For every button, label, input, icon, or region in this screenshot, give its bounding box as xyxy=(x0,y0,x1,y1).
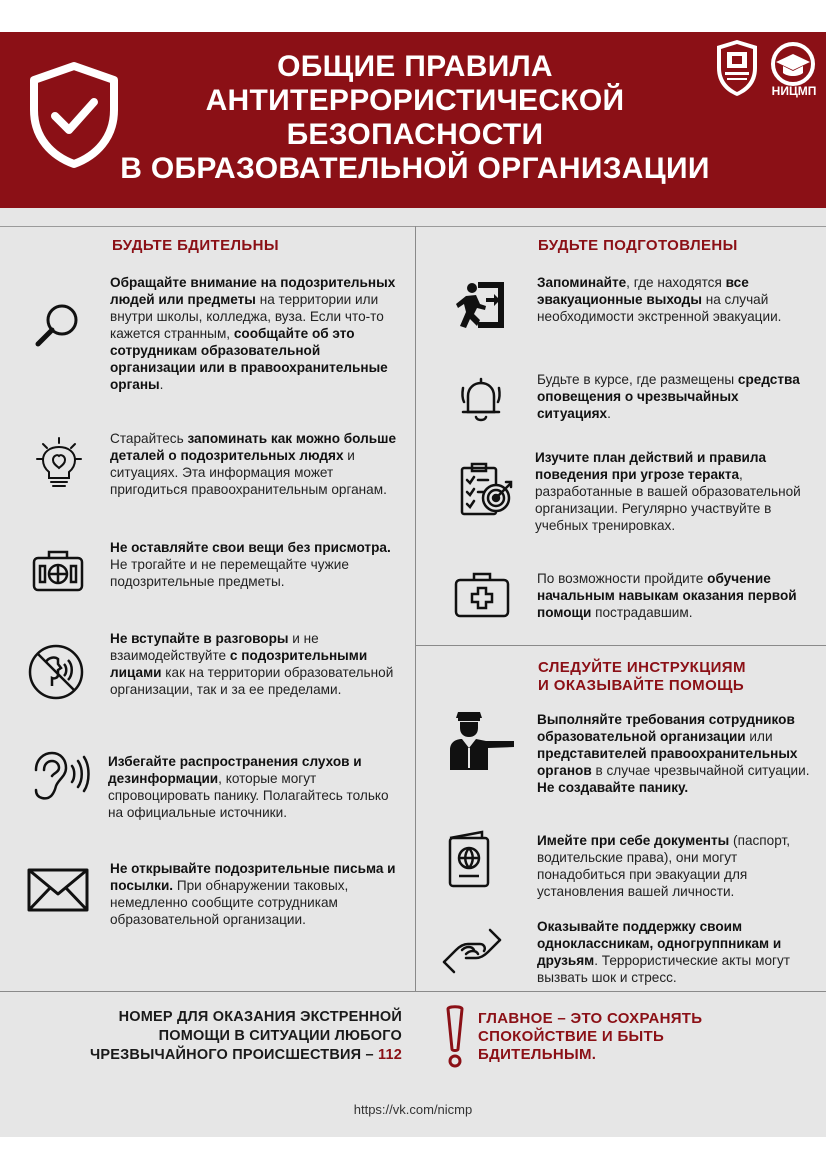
list-item xyxy=(537,371,813,422)
plain-text: . xyxy=(607,406,611,421)
emphasis-text: с подозрительными лицами xyxy=(110,648,368,680)
title-line-4: В ОБРАЗОВАТЕЛЬНОЙ ОРГАНИЗАЦИИ xyxy=(120,152,710,185)
plain-text: на случай необходимости экстренной эвакуации. xyxy=(537,292,782,324)
item-text xyxy=(537,275,781,324)
item-text xyxy=(537,833,790,899)
emblem-logo-icon xyxy=(714,38,760,98)
bell-icon xyxy=(458,374,504,424)
handshake-icon xyxy=(440,926,504,976)
exclamation-icon xyxy=(444,1005,466,1069)
emphasis-text: Не вступайте в разговоры xyxy=(110,631,289,646)
poster xyxy=(0,32,826,1137)
plain-text: , где находятся xyxy=(626,275,726,290)
title-line-2: АНТИТЕРРОРИСТИЧЕСКОЙ xyxy=(205,84,625,117)
ear-icon xyxy=(28,750,92,804)
emphasis-text: все эвакуационные выходы xyxy=(537,275,749,307)
item-text xyxy=(108,754,389,820)
main-message: ГЛАВНОЕ – ЭТО СОХРАНЯТЬ СПОКОЙСТВИЕ И БЫТЬ БДИТЕЛЬНЫМ. xyxy=(478,1010,703,1063)
list-item xyxy=(535,449,815,534)
emphasis-text: Изучите план действий и правила поведения при угрозе теракта xyxy=(535,450,767,482)
emphasis-text: сообщайте об это сотрудникам образовательной организации или в правоохранительные органы xyxy=(110,326,388,392)
item-text xyxy=(110,631,393,697)
item-text xyxy=(537,571,797,620)
plain-text: . xyxy=(159,377,164,392)
plain-text: Старайтесь xyxy=(110,431,188,446)
emphasis-text: средства оповещения о чрезвычайных ситуациях xyxy=(537,372,800,421)
list-item xyxy=(537,274,813,325)
emphasis-text: Выполняйте требования сотрудников образовательной организации xyxy=(537,712,795,744)
passport-icon xyxy=(444,830,494,888)
emergency-text: НОМЕР ДЛЯ ОКАЗАНИЯ ЭКСТРЕННОЙ ПОМОЩИ В СИТУАЦИИ ЛЮБОГО ЧРЕЗВЫЧАЙНОГО ПРОИСШЕСТВИЯ – xyxy=(90,1009,402,1063)
source-link[interactable]: https://vk.com/nicmp xyxy=(353,1102,473,1117)
plain-text: Будьте в курсе, где размещены xyxy=(537,372,738,387)
list-item xyxy=(108,753,406,821)
list-item xyxy=(110,630,406,698)
plain-text: Не трогайте и не перемещайте чужие подозрительные предметы. xyxy=(110,557,349,589)
plain-text: , которые могут спровоцировать панику. Полагайтесь только на официальные источники. xyxy=(108,771,389,820)
emphasis-text: Не оставляйте свои вещи без присмотра. xyxy=(110,540,391,555)
plain-text: , разработанные в вашей образовательной организации. Регулярно участвуйте в учебных тренировках. xyxy=(535,467,801,533)
plain-text: или xyxy=(745,729,773,744)
emphasis-text: Оказывайте поддержку своим одноклассникам, одногруппникам и друзьям xyxy=(537,919,782,968)
item-text xyxy=(537,919,790,985)
plain-text: . Террористические акты могут вызвать шок и стресс. xyxy=(537,953,790,985)
no-talking-icon xyxy=(26,642,86,702)
list-item xyxy=(537,711,817,796)
header-banner xyxy=(0,32,826,208)
list-item xyxy=(537,832,819,900)
emphasis-text: запоминать как можно больше деталей о подозрительных людях xyxy=(110,431,397,463)
divider xyxy=(0,991,826,992)
list-item xyxy=(110,860,406,928)
item-text xyxy=(110,431,396,497)
exit-icon xyxy=(452,278,508,332)
title-line-1: ОБЩИЕ ПРАВИЛА xyxy=(277,50,553,83)
item-text xyxy=(537,712,810,795)
list-item xyxy=(110,274,406,393)
column-divider xyxy=(415,226,416,991)
item-text xyxy=(110,540,391,589)
item-text xyxy=(537,372,800,421)
plain-text: По возможности пройдите xyxy=(537,571,708,586)
section-title-line: И ОКАЗЫВАЙТЕ ПОМОЩЬ xyxy=(538,677,744,694)
shield-check-icon xyxy=(26,60,122,170)
emphasis-text: Не создавайте панику. xyxy=(537,780,689,795)
suitcase-icon xyxy=(30,546,86,596)
graduation-cap-logo-icon xyxy=(768,42,818,86)
emphasis-text: представителей правоохранительных органов xyxy=(537,746,798,778)
section-title-vigilant: БУДЬТЕ БДИТЕЛЬНЫ xyxy=(112,237,279,254)
item-text xyxy=(110,861,396,927)
emphasis-text: Не открывайте подозрительные письма и посылки. xyxy=(110,861,396,893)
emphasis-text: Запоминайте xyxy=(537,275,627,290)
plain-text: как на территории образовательной организации, так и за ее пределами. xyxy=(110,665,394,697)
plain-text: в случае чрезвычайной ситуации. xyxy=(591,763,810,778)
brain-bulb-icon xyxy=(34,434,84,490)
emphasis-text: обучение начальным навыкам оказания первой помощи xyxy=(537,571,797,620)
divider xyxy=(0,226,826,227)
plain-text: пострадавшим. xyxy=(591,605,693,620)
section-title-instructions xyxy=(538,659,746,695)
first-aid-icon xyxy=(452,570,512,620)
title-line-3: БЕЗОПАСНОСТИ xyxy=(286,118,544,151)
emergency-number: 112 xyxy=(378,1047,402,1063)
item-text xyxy=(535,450,801,533)
divider xyxy=(415,645,826,646)
item-text xyxy=(110,275,395,392)
list-item xyxy=(537,918,819,986)
emergency-number-note xyxy=(46,1008,402,1065)
list-item xyxy=(110,430,406,498)
magnifier-icon xyxy=(32,300,82,350)
list-item xyxy=(537,570,813,621)
envelope-icon xyxy=(26,866,90,914)
section-title-prepared: БУДЬТЕ ПОДГОТОВЛЕНЫ xyxy=(538,237,738,254)
emphasis-text: Имейте при себе документы xyxy=(537,833,730,848)
logo-label: НИЦМП xyxy=(771,84,817,98)
emphasis-text: Обращайте внимание на подозрительных людей или предметы xyxy=(110,275,396,307)
poster-title xyxy=(110,50,720,186)
plain-text: и ситуациях. Эта информация может пригодиться правоохранительным органам. xyxy=(110,448,387,497)
plan-target-icon xyxy=(458,462,514,518)
plain-text: При обнаружении таковых, немедленно сообщите сотрудникам образовательной организации. xyxy=(110,878,349,927)
plain-text: (паспорт, водительские права), они могут понадобиться при эвакуации для установления вашей личности. xyxy=(537,833,790,899)
list-item xyxy=(110,539,406,590)
section-title-line: СЛЕДУЙТЕ ИНСТРУКЦИЯМ xyxy=(538,659,746,676)
plain-text: на территории или внутри школы, колледжа, вуза. Если что-то кажется странным, xyxy=(110,292,384,341)
police-officer-icon xyxy=(444,708,518,772)
plain-text: и не взаимодействуйте xyxy=(110,631,319,663)
emphasis-text: Избегайте распространения слухов и дезинформации xyxy=(108,754,362,786)
